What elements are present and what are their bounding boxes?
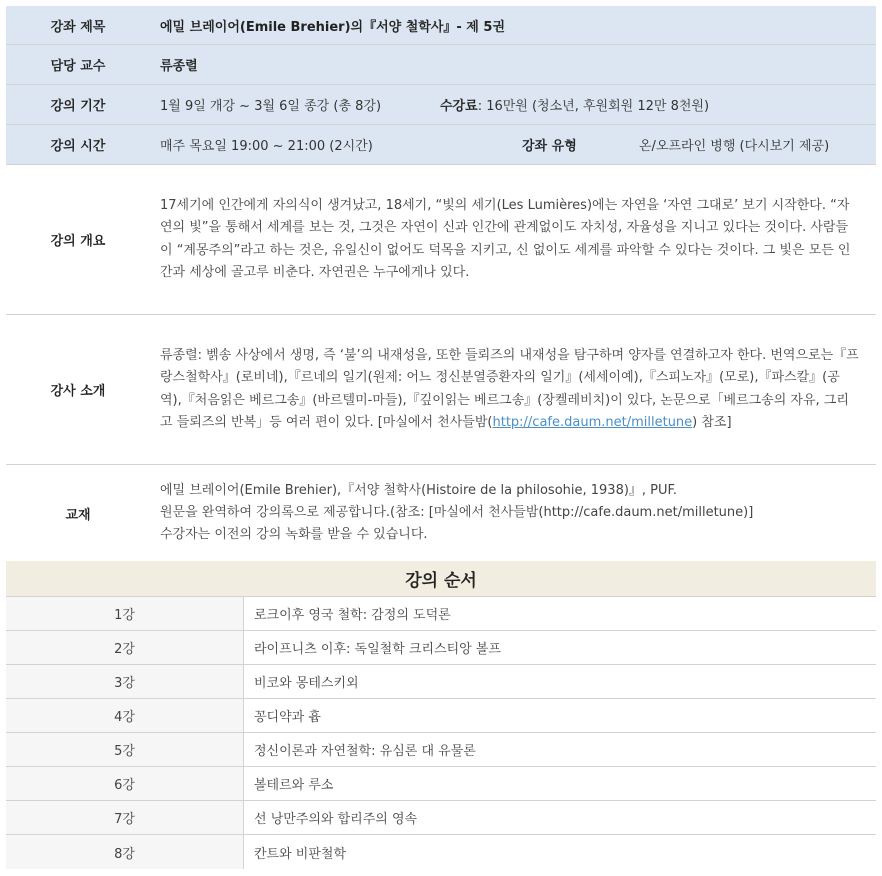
lecture-number: 2강 (6, 631, 244, 664)
lecture-list (6, 597, 876, 869)
lecture-number: 4강 (6, 699, 244, 732)
course-info-table (6, 6, 876, 869)
lecture-title: 비코와 몽테스키외 (254, 676, 359, 691)
instructor-bio-end: ) 참조] (692, 415, 732, 430)
textbook-line-3: 수강자는 이전의 강의 녹화를 받을 수 있습니다. (160, 527, 428, 542)
instructor-label: 강사 소개 (50, 384, 106, 399)
fee-label: 수강료 (440, 99, 478, 114)
time-row (6, 125, 876, 165)
period-label: 강의 기간 (50, 99, 106, 114)
cafe-link[interactable]: http://cafe.daum.net/milletune (492, 415, 693, 430)
period-value: 1월 9일 개강 ~ 3월 6일 종강 (총 8강) (160, 99, 382, 114)
overview-label: 강의 개요 (50, 234, 106, 249)
lecture-title: 라이프니츠 이후: 독일철학 크리스티앙 볼프 (254, 642, 501, 657)
lecture-title: 꽁디약과 흄 (254, 710, 321, 725)
textbook-text (150, 480, 876, 546)
lecture-row (6, 835, 876, 869)
lecture-order-heading: 강의 순서 (6, 561, 876, 597)
fee-value: : 16만원 (청소년, 후원회원 12만 8천원) (477, 99, 710, 114)
time-value: 매주 목요일 19:00 ~ 21:00 (2시간) (160, 139, 373, 154)
lecture-row (6, 699, 876, 733)
lecture-number: 1강 (6, 597, 244, 630)
lecture-number: 7강 (6, 801, 244, 834)
instructor-bio: 류종렬: 벩송 사상에서 생명, 즉 ‘불’의 내재성을, 또한 들뢰즈의 내재성을 탐구하며 양자를 연결하고자 한다. 번역으로는『프랑스철학사』(로비네),『르네의 일기(원제: 어느 정신분열증환자의 일기』(세세이예),『스피노자』(모로),『파스칼』(공역),『처음읽은 베르그송』(바르텔미-마들),『깊이읽는 베르그송』(장켈레비치)이 있다, 논문으로「베르그송의 자유, 그리고 들뢰즈의 반복」등 여러 편이 있다. [마실에서 천사들밤( (160, 347, 859, 430)
course-title-value: 에밀 브레이어(Emile Brehier)의『서양 철학사』- 제 5권 (160, 19, 505, 35)
lecture-number: 6강 (6, 767, 244, 800)
lecture-number: 5강 (6, 733, 244, 766)
textbook-line-1: 에밀 브레이어(Emile Brehier),『서양 철학사(Histoire de la philosohie, 1938)』, PUF. (160, 483, 678, 498)
time-cell (150, 135, 876, 154)
lecture-row (6, 767, 876, 801)
period-cell (150, 95, 876, 114)
overview-text: 17세기에 인간에게 자의식이 생겨났고, 18세기, “빛의 세기(Les Lumières)에는 자연을 ‘자연 그대로’ 보기 시작한다. “자연의 빛”을 통해서 세계를 보는 것, 그것은 자연이 신과 인간에 관계없이도 자치성, 자율성을 지니고 있다는 것이다. 사람들이 “계몽주의”라고 하는 것은, 유일신이 없어도 덕목을 지키고, 신 없이도 세계를 파악할 수 있다는 것이다. 그 빛은 모든 인간과 세상에 골고루 비춘다. 자연권은 누구에게나 있다. (160, 197, 851, 280)
instructor-text (150, 345, 876, 435)
textbook-row (6, 465, 876, 561)
professor-label: 담당 교수 (50, 59, 106, 74)
lecture-number: 8강 (6, 835, 244, 869)
lecture-row (6, 631, 876, 665)
course-type-value: 온/오프라인 병행 (다시보기 제공) (639, 139, 830, 154)
lecture-row (6, 733, 876, 767)
lecture-title: 정신이론과 자연철학: 유심론 대 유물론 (254, 744, 476, 759)
professor-value: 류종렬 (160, 59, 198, 74)
course-title-label: 강좌 제목 (50, 19, 106, 35)
textbook-line-2: 원문을 완역하여 강의록으로 제공합니다.(참조: [마실에서 천사들밤(http://cafe.daum.net/milletune)] (160, 505, 754, 520)
lecture-title: 칸트와 비판철학 (254, 846, 347, 862)
course-title-row (6, 6, 876, 45)
lecture-title: 선 낭만주의와 합리주의 영속 (254, 812, 418, 827)
time-label: 강의 시간 (50, 139, 106, 154)
lecture-title: 볼테르와 루소 (254, 778, 334, 793)
lecture-number: 3강 (6, 665, 244, 698)
period-row (6, 85, 876, 125)
lecture-title: 로크이후 영국 철학: 감정의 도덕론 (254, 608, 451, 623)
course-type-label: 강좌 유형 (522, 139, 577, 154)
overview-row (6, 165, 876, 315)
professor-row (6, 45, 876, 85)
lecture-row (6, 801, 876, 835)
lecture-row (6, 597, 876, 631)
instructor-row (6, 315, 876, 465)
lecture-row (6, 665, 876, 699)
textbook-label: 교재 (65, 507, 91, 523)
